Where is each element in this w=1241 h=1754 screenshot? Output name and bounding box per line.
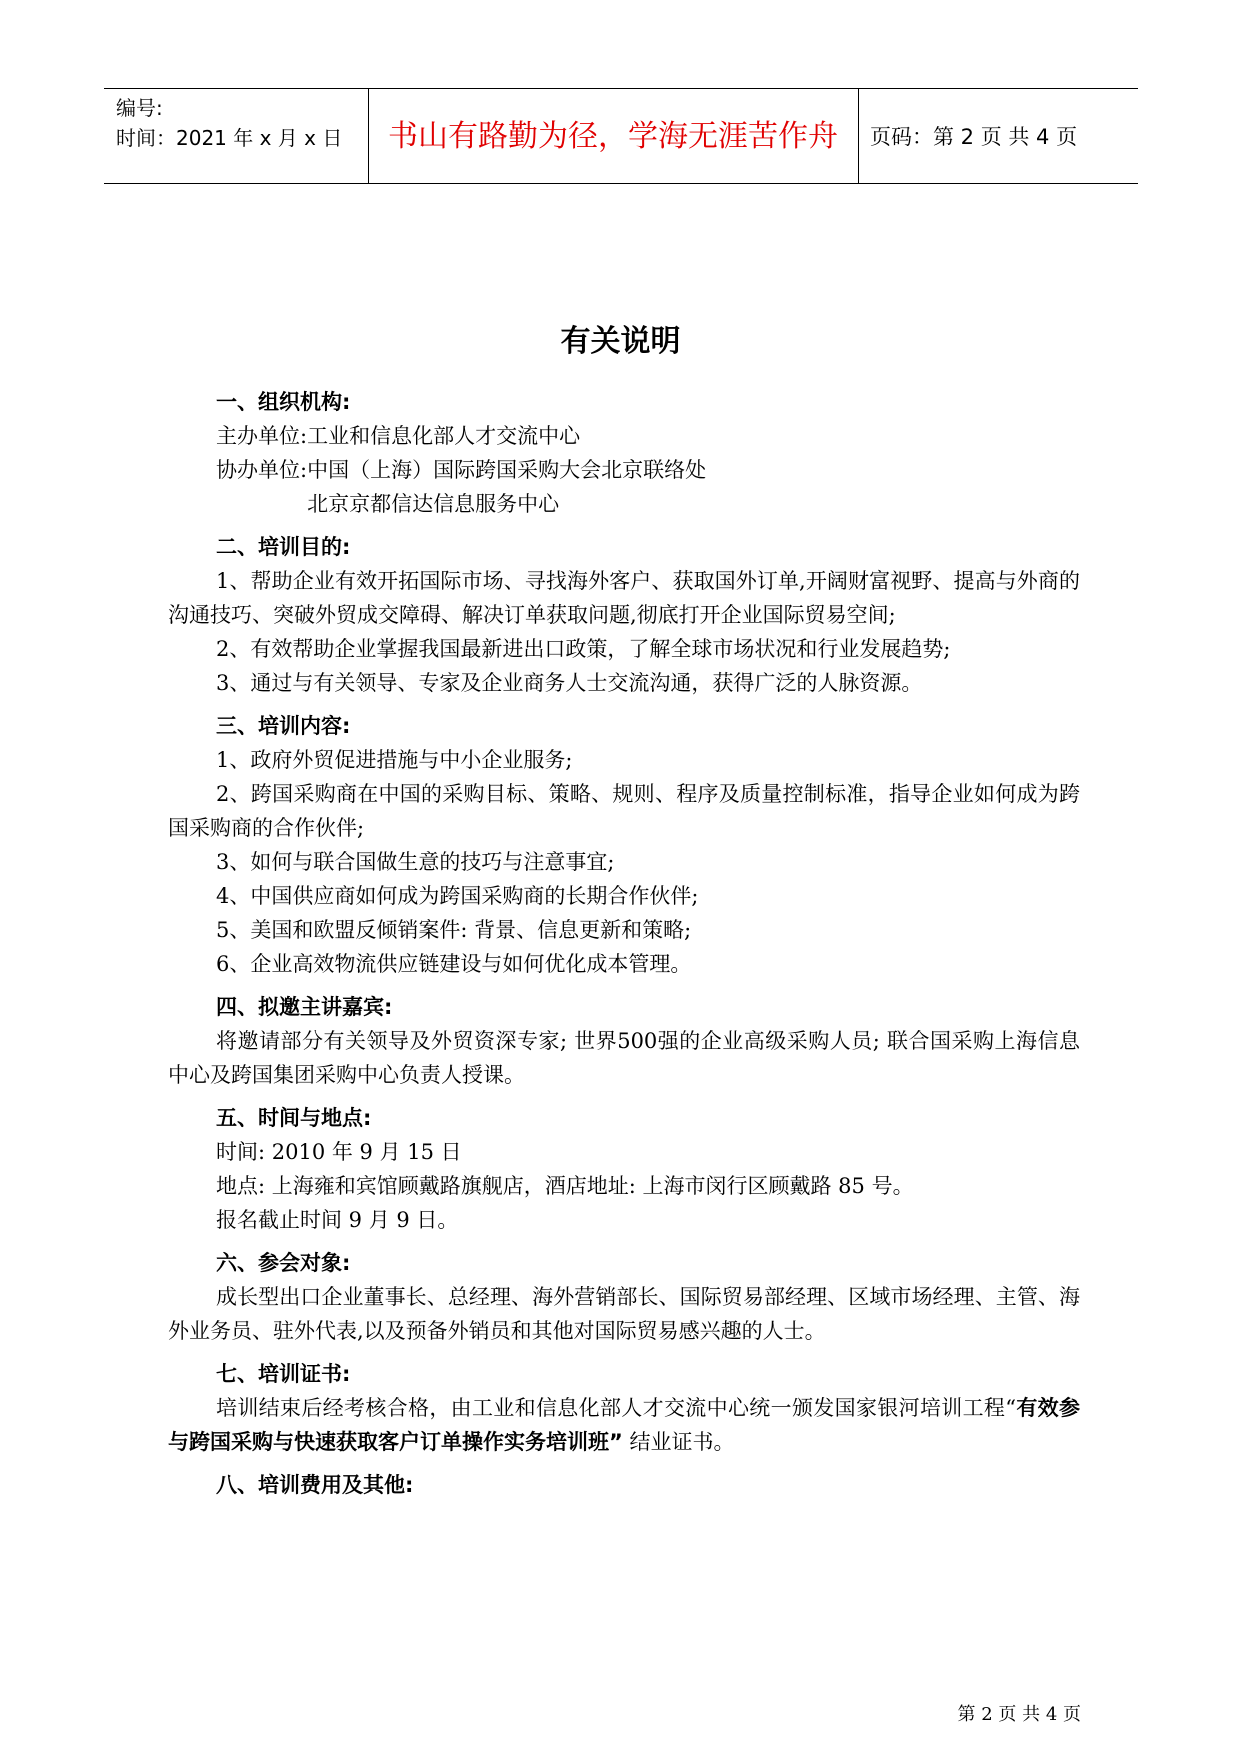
host-value: 工业和信息化部人才交流中心	[307, 424, 581, 448]
list-item: 5、美国和欧盟反倾销案件: 背景、信息更新和策略;	[216, 918, 692, 942]
co-host-value: 中国（上海）国际跨国采购大会北京联络处	[307, 458, 707, 482]
deadline-line: 报名截止时间 9 月 9 日。	[216, 1208, 459, 1232]
list-item: 2、跨国采购商在中国的采购目标、策略、规则、程序及质量控制标准，指导企业如何成为跨国采购商的合作伙伴;	[168, 782, 1080, 840]
header-divider	[858, 89, 859, 183]
list-item: 1、帮助企业有效开拓国际市场、寻找海外客户、获取国外订单,开阔财富视野、提高与外商的沟通技巧、突破外贸成交障碍、解决订单获取问题,彻底打开企业国际贸易空间;	[168, 569, 1080, 627]
list-item: 3、如何与联合国做生意的技巧与注意事宜;	[216, 850, 615, 874]
paragraph: 成长型出口企业董事长、总经理、海外营销部长、国际贸易部经理、区域市场经理、主管、海外业务员、驻外代表,以及预备外销员和其他对国际贸易感兴趣的人士。	[168, 1285, 1080, 1343]
header-motto: 书山有路勤为径，学海无涯苦作舟	[388, 119, 838, 154]
list-item: 4、中国供应商如何成为跨国采购商的长期合作伙伴;	[216, 884, 699, 908]
header-page-info: 页码：第 2 页 共 4 页	[870, 125, 1078, 149]
section-heading: 六、参会对象:	[216, 1251, 351, 1275]
section-heading: 二、培训目的:	[216, 535, 351, 559]
section-organization	[168, 386, 1080, 521]
certificate-text: 培训结束后经考核合格，由工业和信息化部人才交流中心统一颁发国家银河培训工程“	[216, 1396, 1017, 1420]
page-header	[104, 88, 1138, 184]
list-item: 3、通过与有关领导、专家及企业商务人士交流沟通，获得广泛的人脉资源。	[216, 671, 923, 695]
section-heading: 五、时间与地点:	[216, 1106, 372, 1130]
section-purpose	[168, 531, 1080, 700]
document-body	[168, 386, 1080, 1512]
section-heading: 四、拟邀主讲嘉宾:	[216, 995, 393, 1019]
co-host-values	[307, 453, 706, 521]
section-audience	[168, 1247, 1080, 1348]
certificate-text-end: 结业证书。	[622, 1430, 735, 1454]
header-meta	[116, 93, 342, 153]
co-host-row	[168, 453, 1080, 521]
page-footer: 第 2 页 共 4 页	[957, 1704, 1081, 1725]
list-item: 2、有效帮助企业掌握我国最新进出口政策，了解全球市场状况和行业发展趋势;	[216, 637, 951, 661]
paragraph	[168, 1391, 1080, 1459]
co-host-label: 协办单位:	[216, 458, 308, 482]
certificate-course-name: 有效参与跨国采购与快速获取客户订单操作实务培训班”	[168, 1396, 1081, 1454]
paragraph: 将邀请部分有关领导及外贸资深专家; 世界500强的企业高级采购人员; 联合国采购上海信息中心及跨国集团采购中心负责人授课。	[168, 1029, 1080, 1087]
section-heading: 八、培训费用及其他:	[216, 1473, 414, 1497]
section-heading: 三、培训内容:	[216, 714, 351, 738]
section-heading: 一、组织机构:	[216, 390, 351, 414]
section-time-place	[168, 1102, 1080, 1237]
page-title: 有关说明	[560, 324, 681, 359]
host-label: 主办单位:	[216, 424, 308, 448]
document-time: 时间：2021 年 x 月 x 日	[116, 126, 343, 150]
place-line: 地点: 上海雍和宾馆顾戴路旗舰店，酒店地址: 上海市闵行区顾戴路 85 号。	[216, 1174, 914, 1198]
co-host-value: 北京京都信达信息服务中心	[307, 492, 560, 516]
document-number-label: 编号:	[116, 96, 163, 120]
list-item: 6、企业高效物流供应链建设与如何优化成本管理。	[216, 952, 692, 976]
section-certificate	[168, 1358, 1080, 1459]
section-content	[168, 710, 1080, 981]
section-speakers	[168, 991, 1080, 1092]
section-fees	[168, 1469, 1080, 1502]
time-line: 时间: 2010 年 9 月 15 日	[216, 1140, 462, 1164]
section-heading: 七、培训证书:	[216, 1362, 351, 1386]
host-row	[168, 419, 1080, 453]
list-item: 1、政府外贸促进措施与中小企业服务;	[216, 748, 573, 772]
